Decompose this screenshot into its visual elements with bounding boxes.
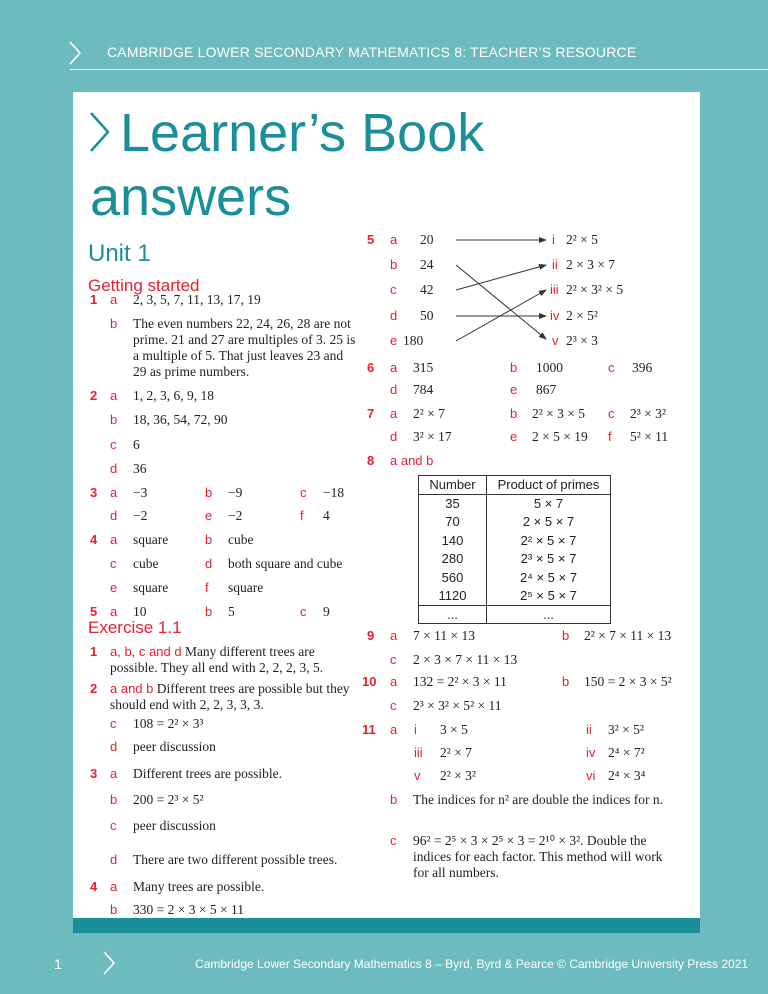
running-header: CAMBRIDGE LOWER SECONDARY MATHEMATICS 8: TEACHER’S RESOURCE [107,44,637,60]
answer: peer discussion [133,818,216,833]
part-label: d [110,852,118,867]
part-label: c [390,698,397,713]
answer: 1000 [536,360,563,375]
cell: 2² × 5 × 7 [487,531,611,550]
answer: −9 [228,485,243,500]
answer: 330 = 2 × 3 × 5 × 11 [133,902,244,917]
part-label: a [390,406,398,421]
answer: 867 [536,382,557,397]
table-row [419,587,611,606]
part-label: b [110,412,118,427]
table-row [419,531,611,550]
q-number: 9 [367,628,375,643]
q-number: 5 [367,232,375,247]
part-label: f [205,580,209,595]
answer: 18, 36, 54, 72, 90 [133,412,228,427]
part-labels: a, b, c and d [110,644,182,659]
answer: 1, 2, 3, 6, 9, 18 [133,388,214,403]
part-label: a [110,388,118,403]
cell: 280 [419,550,487,569]
answer: 4 [323,508,330,523]
answer: 2⁴ × 3⁴ [608,768,646,783]
part-label: a [390,360,398,375]
answer: 5² × 11 [630,429,669,444]
part-label: a [390,674,398,689]
q-number: 2 [90,681,98,696]
q-number: 8 [367,453,375,468]
answer: square [228,580,264,595]
part-label: e [390,333,398,348]
answer: 2 × 5 × 19 [532,429,588,444]
answer-text: Many different trees are possible. They all end with 2, 2, 2, 3, 5. [110,644,324,675]
part-label: e [110,580,118,595]
roman-label: ii [552,257,558,272]
prime-products-table [418,475,611,624]
answer: Different trees are possible. [133,766,282,781]
match-left: 50 [420,308,434,323]
unit-heading: Unit 1 [88,240,151,267]
roman-label: iii [414,745,423,760]
roman-label: v [414,768,421,783]
answer-text: Different trees are possible but they should end with 2, 2, 3, 3, 3. [110,681,350,712]
q-number: 1 [90,292,98,307]
part-label: b [205,485,213,500]
footer-credit: Cambridge Lower Secondary Mathematics 8 – Byrd, Byrd & Pearce © Cambridge University Press 2021 [195,957,749,971]
answer: square [133,580,169,595]
answer: 2² × 7 × 11 × 13 [584,628,672,643]
part-label: b [110,316,118,331]
cell: 1120 [419,587,487,606]
q-number: 4 [90,879,98,894]
part-label: a [110,879,118,894]
answer: cube [228,532,254,547]
part-label: c [608,406,615,421]
answer: 2³ × 3² × 5² × 11 [413,698,502,713]
answer: 9 [323,604,330,619]
cell: 70 [419,513,487,532]
answer: 96² = 2⁵ × 3 × 2⁵ × 3 = 2¹⁰ × 3². Double the indices for each factor. This method will work for all numbers. [413,833,663,880]
part-label: c [300,485,307,500]
part-label: c [390,652,397,667]
answer: 6 [133,437,140,452]
q-number: 2 [90,388,98,403]
part-label: c [110,818,117,833]
answer: 2² × 3 × 5 [532,406,586,421]
part-label: d [390,382,398,397]
table-row [419,494,611,513]
answer: 2⁴ × 7² [608,745,645,760]
header-divider [70,69,768,70]
part-label: a [110,604,118,619]
answer: both square and cube [228,556,343,571]
title-chevron-icon [88,110,112,154]
part-label: b [205,604,213,619]
cell: ... [487,605,611,624]
part-label: b [562,674,570,689]
part-label: b [390,792,398,807]
part-label: b [110,902,118,917]
answer: square [133,532,169,547]
answer: cube [133,556,159,571]
part-label: a [390,722,398,737]
column-header: Product of primes [487,476,611,495]
part-label: f [300,508,304,523]
roman-label: ii [586,722,592,737]
part-label: b [510,360,518,375]
arrow-c-ii [456,265,546,290]
answer: 3 × 5 [440,722,468,737]
answer: 396 [632,360,653,375]
roman-label: iii [550,282,559,297]
part-label: d [205,556,213,571]
part-label: f [608,429,612,444]
cell: 2³ × 5 × 7 [487,550,611,569]
part-label: d [110,461,118,476]
answer: 2 × 3 × 7 × 11 × 13 [413,652,518,667]
cell: 35 [419,494,487,513]
answer: 36 [133,461,147,476]
cell: 2⁵ × 5 × 7 [487,587,611,606]
page-title-line2: answers [90,167,292,227]
answer [110,644,365,676]
part-label: c [608,360,615,375]
answer: The even numbers 22, 24, 26, 28 are not prime. 21 and 27 are multiples of 3. 25 is a multiple of 5. That just leaves 23 and 29 as prime numbers. [133,316,356,379]
answer: −2 [228,508,243,523]
q-number: 1 [90,644,98,659]
roman-label: i [414,722,417,737]
table-row [419,550,611,569]
answer: The indices for n² are double the indices for n. [413,792,663,807]
q-number: 5 [90,604,98,619]
roman-label: iv [550,308,560,323]
matching-arrows [450,230,550,350]
cell: ... [419,605,487,624]
answer: −3 [133,485,148,500]
part-label: d [390,429,398,444]
match-right: 2³ × 3 [566,333,598,348]
roman-label: vi [586,768,596,783]
section-getting-started: Getting started [88,276,200,295]
cell: 140 [419,531,487,550]
answer: 2² × 7 [413,406,445,421]
part-label: c [110,556,117,571]
answer: 2, 3, 5, 7, 11, 13, 17, 19 [133,292,261,307]
chevron-icon [68,40,82,66]
answer: 5 [228,604,235,619]
part-labels: a and b [110,681,154,696]
match-right: 2 × 5² [566,308,598,323]
table-header-row [419,476,611,495]
answer: 10 [133,604,147,619]
part-label: a [390,232,398,247]
answer: peer discussion [133,739,216,754]
arrow-b-v [456,265,546,339]
cell: 5 × 7 [487,494,611,513]
q-number: 3 [90,485,98,500]
roman-label: v [552,333,559,348]
page-title-line1: Learner’s Book [120,103,485,163]
answer: 3² × 17 [413,429,452,444]
part-label: a [390,628,398,643]
answer: −2 [133,508,148,523]
answer: 315 [413,360,434,375]
page-number: 1 [54,956,62,972]
part-labels: a and b [390,453,434,468]
answer [110,681,365,713]
part-label: b [390,257,398,272]
match-left: 24 [420,257,434,272]
match-right: 2² × 3² × 5 [566,282,624,297]
q-number: 3 [90,766,98,781]
answer: There are two different possible trees. [133,852,338,867]
match-left: 180 [403,333,424,348]
answer: 2³ × 3² [630,406,666,421]
footer-bar [73,918,700,933]
part-label: e [510,429,518,444]
answer: 3² × 5² [608,722,644,737]
part-label: b [510,406,518,421]
part-label: a [110,766,118,781]
answer: 150 = 2 × 3 × 5² [584,674,672,689]
section-exercise: Exercise 1.1 [88,618,182,637]
table-row [419,568,611,587]
answer: 132 = 2² × 3 × 11 [413,674,507,689]
part-label: c [390,282,397,297]
part-label: d [110,739,118,754]
part-label: a [110,532,118,547]
answer: 784 [413,382,434,397]
part-label: b [205,532,213,547]
answer: −18 [323,485,345,500]
part-label: d [110,508,118,523]
part-label: b [562,628,570,643]
roman-label: iv [586,745,596,760]
part-label: e [205,508,213,523]
answer: 7 × 11 × 13 [413,628,475,643]
part-label: c [300,604,307,619]
table-row [419,605,611,624]
part-label: a [110,485,118,500]
q-number: 7 [367,406,375,421]
match-left: 20 [420,232,434,247]
column-header: Number [419,476,487,495]
part-label: e [510,382,518,397]
answer: 2² × 3² [440,768,476,783]
q-number: 4 [90,532,98,547]
part-label: c [110,716,117,731]
part-label: c [110,437,117,452]
answer: 2² × 7 [440,745,472,760]
part-label: b [110,792,118,807]
q-number: 11 [362,722,376,737]
match-right: 2 × 3 × 7 [566,257,615,272]
cell: 2⁴ × 5 × 7 [487,568,611,587]
table-row [419,513,611,532]
part-label: a [110,292,118,307]
q-number: 6 [367,360,375,375]
answer: Many trees are possible. [133,879,265,894]
answer: 108 = 2² × 3³ [133,716,204,731]
part-label: d [390,308,398,323]
footer-chevron-icon [102,950,116,976]
q-number: 10 [362,674,377,689]
part-label: c [390,833,397,848]
match-left: 42 [420,282,434,297]
roman-label: i [552,232,555,247]
cell: 560 [419,568,487,587]
match-right: 2² × 5 [566,232,598,247]
cell: 2 × 5 × 7 [487,513,611,532]
answer: 200 = 2³ × 5² [133,792,204,807]
